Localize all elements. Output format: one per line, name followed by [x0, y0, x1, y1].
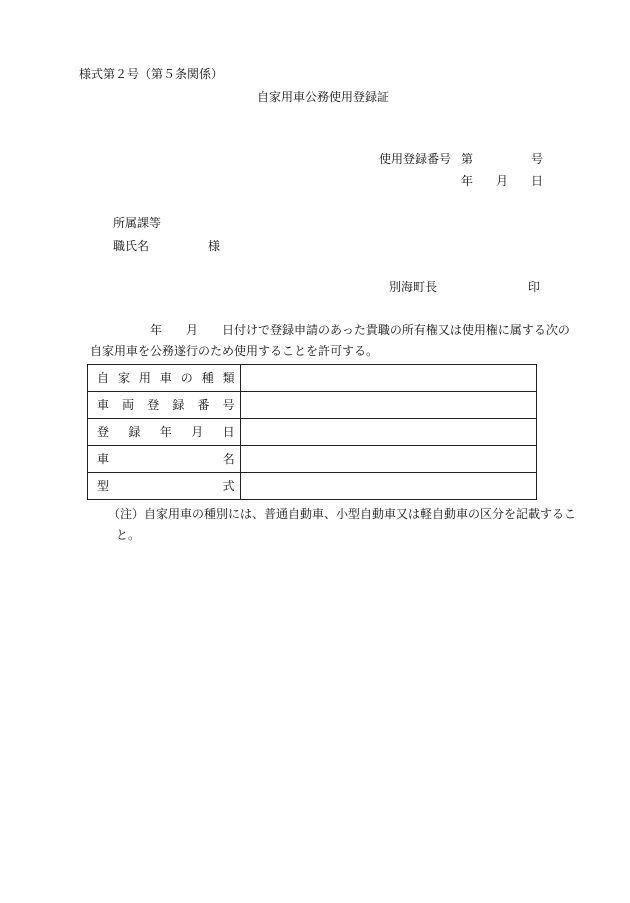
label-char: 車 — [97, 452, 110, 466]
table-row-value — [240, 446, 536, 473]
table-row-value — [240, 473, 536, 500]
body-date-year: 年 — [150, 323, 163, 337]
table-row-label — [88, 446, 241, 473]
table-row-value — [240, 365, 536, 392]
form-number: 様式第２号（第５条関係） — [79, 67, 224, 81]
position-name-label: 職氏名 — [113, 239, 150, 253]
table-row — [88, 419, 537, 446]
label-char: 車 — [97, 398, 110, 412]
label-char: 録 — [172, 398, 185, 412]
note-line-2: と。 — [116, 528, 141, 542]
table-row-label-text — [97, 426, 235, 438]
label-char: 番 — [197, 398, 210, 412]
table-row-label — [88, 365, 241, 392]
label-char: の — [180, 371, 193, 385]
body-text-line-2: 自家用車を公務遂行のため使用することを許可する。 — [90, 344, 379, 358]
label-char: 用 — [138, 371, 151, 385]
registration-number-label: 使用登録番号 — [379, 152, 452, 166]
table-row-label-text — [97, 372, 235, 384]
registration-number-suffix: 号 — [531, 152, 544, 166]
label-char: 年 — [159, 425, 172, 439]
honorific: 様 — [208, 239, 221, 253]
table-row-label — [88, 419, 241, 446]
label-char: 名 — [222, 452, 235, 466]
label-char: 自 — [97, 371, 110, 385]
issue-date-day: 日 — [531, 174, 544, 188]
label-char: 両 — [122, 398, 135, 412]
label-char: 登 — [147, 398, 160, 412]
label-char: 種 — [201, 371, 214, 385]
label-char: 類 — [222, 371, 235, 385]
table-row-value — [240, 419, 536, 446]
registration-table — [87, 364, 537, 500]
table-row-label-text — [97, 480, 235, 492]
label-char: 型 — [97, 479, 110, 493]
label-char: 日 — [222, 425, 235, 439]
table-row-value — [240, 392, 536, 419]
table-row — [88, 365, 537, 392]
department-label: 所属課等 — [113, 216, 162, 230]
label-char: 録 — [128, 425, 141, 439]
label-char: 式 — [222, 479, 235, 493]
issue-date-month: 月 — [496, 174, 509, 188]
label-char: 家 — [117, 371, 130, 385]
document-title: 自家用車公務使用登録証 — [256, 90, 389, 104]
label-char: 登 — [97, 425, 110, 439]
issue-date-year: 年 — [461, 174, 474, 188]
table-row — [88, 392, 537, 419]
body-date-month: 月 — [186, 323, 199, 337]
table-row-label-text — [97, 399, 235, 411]
registration-number-prefix: 第 — [461, 152, 474, 166]
table-row — [88, 446, 537, 473]
label-char: 車 — [159, 371, 172, 385]
body-text-line-1: 日付けで登録申請のあった貴職の所有権又は使用権に属する次の — [222, 323, 570, 337]
table-row-label — [88, 473, 241, 500]
label-char: 号 — [222, 398, 235, 412]
table-row-label-text — [97, 453, 235, 465]
table-row-label — [88, 392, 241, 419]
label-char: 月 — [191, 425, 204, 439]
seal-mark: 印 — [528, 280, 541, 294]
note-line-1: （注）自家用車の種別には、普通自動車、小型自動車又は軽自動車の区分を記載するこ — [108, 507, 577, 521]
issuer-title: 別海町長 — [389, 280, 438, 294]
table-row — [88, 473, 537, 500]
